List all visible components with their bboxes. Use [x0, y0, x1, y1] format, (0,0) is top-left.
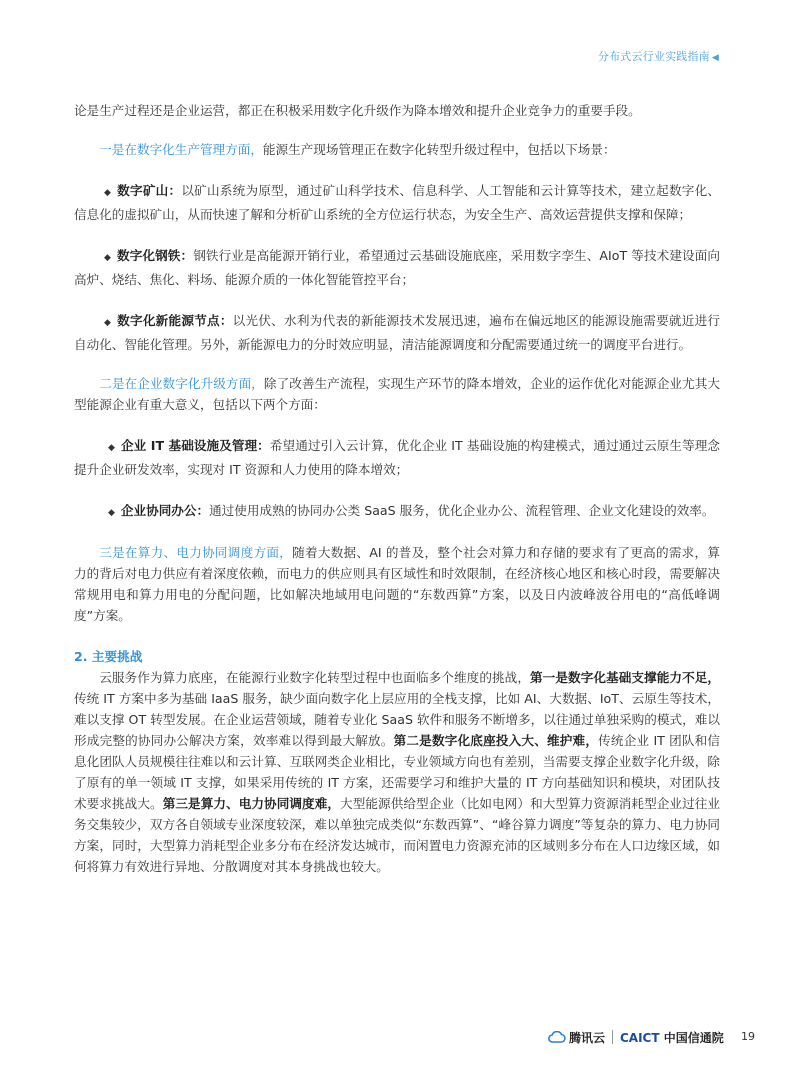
diamond-bullet-icon: ◆ — [104, 318, 112, 328]
bullet-digital-mine — [74, 180, 720, 225]
diamond-bullet-icon: ◆ — [104, 188, 112, 198]
challenge-2-title: 第二是数字化底座投入大、维护难， — [393, 733, 599, 748]
bullet-new-energy-node — [74, 310, 720, 355]
section-heading: 2. 主要挑战 — [74, 649, 143, 664]
bullet-text: 通过使用成熟的协同办公类 SaaS 服务，优化企业办公、流程管理、企业文化建设的效率。 — [209, 503, 715, 518]
page-content — [74, 100, 720, 877]
bullet-title: 数字矿山： — [117, 183, 182, 198]
part1-text: 能源生产现场管理正在数字化转型升级过程中，包括以下场景： — [262, 142, 616, 157]
cloud-icon — [548, 1031, 566, 1043]
diamond-bullet-icon: ◆ — [108, 443, 115, 453]
intro-tail-paragraph: 论是生产过程还是企业运营，都正在积极采用数字化升级作为降本增效和提升企业竞争力的重要手段。 — [74, 103, 641, 118]
diamond-bullet-icon: ◆ — [104, 253, 112, 263]
part2-lead: 二是在企业数字化升级方面， — [99, 376, 264, 391]
challenges-text-2: 传统 IT 方案中多为基础 IaaS 服务，缺少面向数字化上层应用的全栈支撑，比如 AI、大数据、IoT、云原生等技术，难以支撑 OT 转型发展。在企业运营领域，随着专业化 SaaS 软件和服务不断增多，以往通过单独采购的模式，难以形成完整的协同办公解决方案，效率难以得到最大解放。 — [74, 691, 720, 748]
caict-logo — [620, 1029, 724, 1046]
caict-cn: 中国信通院 — [663, 1031, 724, 1045]
bullet-text: 以光伏、水利为代表的新能源技术发展迅速，遍布在偏远地区的能源设施需要就近进行自动化、智能化管理。另外，新能源电力的分时效应明显，清洁能源调度和分配需要通过统一的调度平台进行。 — [74, 313, 721, 352]
page-footer — [0, 1027, 793, 1049]
challenges-text-1: 云服务作为算力底座，在能源行业数字化转型过程中也面临多个维度的挑战， — [99, 670, 531, 685]
part2-paragraph — [74, 373, 720, 415]
bullet-title: 数字化新能源节点： — [117, 313, 233, 328]
challenge-3-title: 第三是算力、电力协同调度难， — [162, 796, 341, 811]
footer-divider — [612, 1030, 613, 1044]
challenges-paragraph — [74, 667, 720, 877]
part3-text: 随着大数据、AI 的普及，整个社会对算力和存储的要求有了更高的需求，算力的背后对电力供应有着深度依赖，而电力的供应则具有区域性和时效限制，在经济核心地区和核心时段，需要解决常规用电和算力用电的分配问题，比如解决地域用电问题的“东数西算”方案，以及日内波峰波谷用电的“高低峰调度”方案。 — [74, 545, 720, 623]
tencent-cloud-text: 腾讯云 — [569, 1031, 606, 1045]
part1-paragraph — [74, 139, 720, 160]
page-number: 19 — [741, 1030, 755, 1043]
part2-text: 除了改善生产流程，实现生产环节的降本增效，企业的运作优化对能源企业尤其大型能源企业有重大意义，包括以下两个方面： — [74, 376, 721, 412]
part1-lead: 一是在数字化生产管理方面， — [99, 142, 263, 157]
bullet-text: 希望通过引入云计算，优化企业 IT 基础设施的构建模式，通过通过云原生等理念提升企业研发效率，实现对 IT 资源和人力使用的降本增效； — [74, 438, 721, 477]
bullet-text: 钢铁行业是高能源开销行业，希望通过云基础设施底座，采用数字孪生、AIoT 等技术建设面向高炉、烧结、焦化、料场、能源介质的一体化智能管控平台； — [74, 248, 721, 287]
tencent-cloud-logo — [548, 1029, 605, 1046]
diamond-bullet-icon: ◆ — [108, 508, 115, 518]
challenges-text-4: 大型能源供给型企业（比如电网）和大型算力资源消耗型企业过往业务交集较少，双方各自领域专业深度较深，难以单独完成类似“东数西算”、“峰谷算力调度”等复杂的算力、电力协同方案，同时，大型算力消耗型企业多分布在经济发达城市，而闲置电力资源充沛的区域则多分布在人口边缘区域，如何将算力有效进行异地、分散调度对其本身挑战也较大。 — [74, 796, 721, 874]
challenges-text-3: 传统企业 IT 团队和信息化团队人员规模往往难以和云计算、互联网类企业相比，专业领域方向也有差别，当需要支撑企业数字化升级，除了原有的单一领域 IT 支撑，如果采用传统的 IT 方案，还需要学习和维护大量的 IT 方向基础知识和模块，对团队技术要求挑战大。 — [74, 733, 721, 811]
header-triangle-icon: ◀ — [711, 53, 719, 63]
part3-paragraph — [74, 542, 720, 626]
bullet-text: 以矿山系统为原型，通过矿山科学技术、信息科学、人工智能和云计算等技术，建立起数字化、信息化的虚拟矿山，从而快速了解和分析矿山系统的全方位运行状态，为安全生产、高效运营提供支撑和保障； — [74, 183, 721, 222]
running-header-title: 分布式云行业实践指南 — [597, 50, 710, 63]
bullet-digital-steel — [74, 245, 720, 290]
bullet-title: 数字化钢铁： — [117, 248, 194, 263]
bullet-title: 企业 IT 基础设施及管理： — [121, 438, 270, 453]
running-header — [598, 48, 719, 64]
bullet-title: 企业协同办公： — [120, 503, 210, 518]
challenge-1-title: 第一是数字化基础支撑能力不足， — [530, 670, 721, 685]
part3-lead: 三是在算力、电力协同调度方面， — [99, 545, 293, 560]
bullet-collaborative-office — [74, 500, 720, 524]
bullet-enterprise-it — [74, 435, 720, 480]
caict-en: CAICT — [620, 1031, 660, 1045]
